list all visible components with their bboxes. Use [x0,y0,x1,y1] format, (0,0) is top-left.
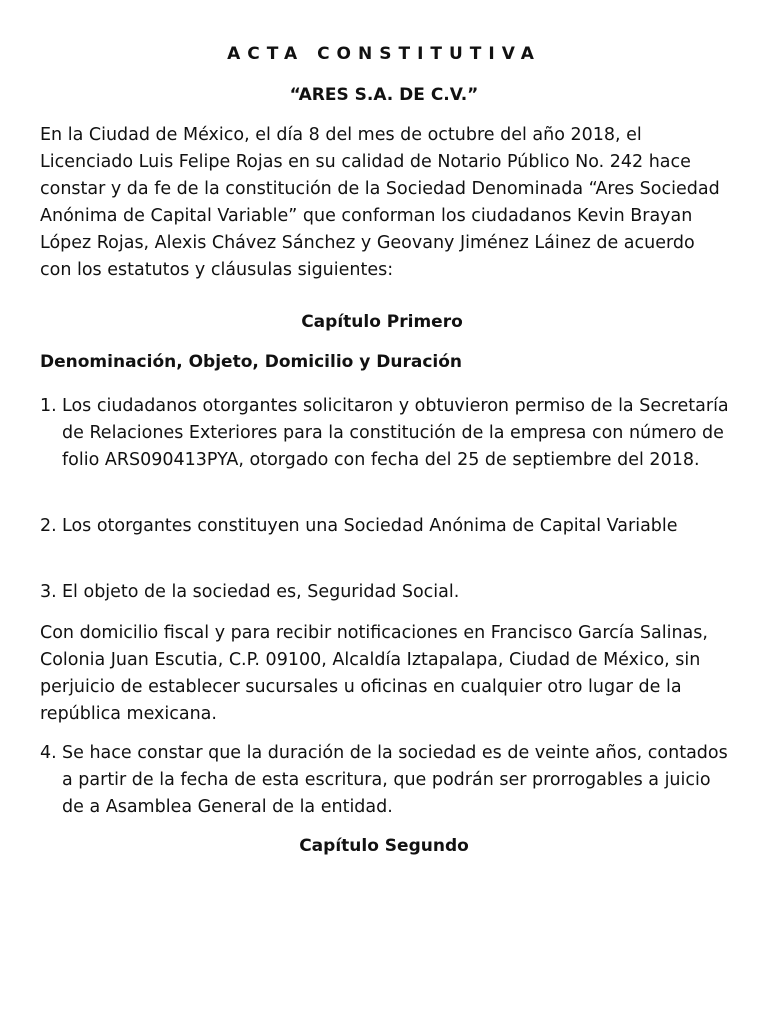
list-item-number: 1. [40,396,57,416]
section-subheading: Denominación, Objeto, Domicilio y Duración [40,352,463,372]
document-title: ACTA CONSTITUTIVA [227,44,541,64]
fiscal-address-paragraph: Con domicilio fiscal y para recibir notificaciones en Francisco García Salinas, Colonia Juan Escutia, C.P. 09100, Alcaldía Iztapalapa, Ciudad de México, sin perjuicio de establecer sucursales u oficinas en cualquier otro lugar de la república mexicana. [40,623,708,724]
list-item-text: Los ciudadanos otorgantes solicitaron y obtuvieron permiso de la Secretaría de Relaciones Exteriores para la constitución de la empresa con número de folio ARS090413PYA, otorgado con fecha del 25 de septiembre del 2018. [62,396,729,470]
list-item-text: Los otorgantes constituyen una Sociedad Anónima de Capital Variable [62,516,678,536]
list-item [40,513,740,540]
intro-paragraph: En la Ciudad de México, el día 8 del mes de octubre del año 2018, el Licenciado Luis Felipe Rojas en su calidad de Notario Público No. 242 hace constar y da fe de la constitución de la Sociedad Denominada “Ares Sociedad Anónima de Capital Variable” que conforman los ciudadanos Kevin Brayan López Rojas, Alexis Chávez Sánchez y Geovany Jiménez Láinez de acuerdo con los estatutos y cláusulas siguientes: [40,125,720,280]
company-name: “ARES S.A. DE C.V.” [289,85,479,105]
list-item [40,579,740,606]
list-item [40,393,740,474]
chapter-heading-first: Capítulo Primero [301,312,463,332]
list-item-number: 3. [40,582,57,602]
chapter-heading-second: Capítulo Segundo [299,836,469,856]
list-item-number: 2. [40,516,57,536]
list-item-number: 4. [40,743,57,763]
list-item-text: Se hace constar que la duración de la sociedad es de veinte años, contados a partir de la fecha de esta escritura, que podrán ser prorrogables a juicio de a Asamblea General de la entidad. [62,743,728,817]
list-item [40,740,740,821]
list-item-text: El objeto de la sociedad es, Seguridad Social. [62,582,460,602]
